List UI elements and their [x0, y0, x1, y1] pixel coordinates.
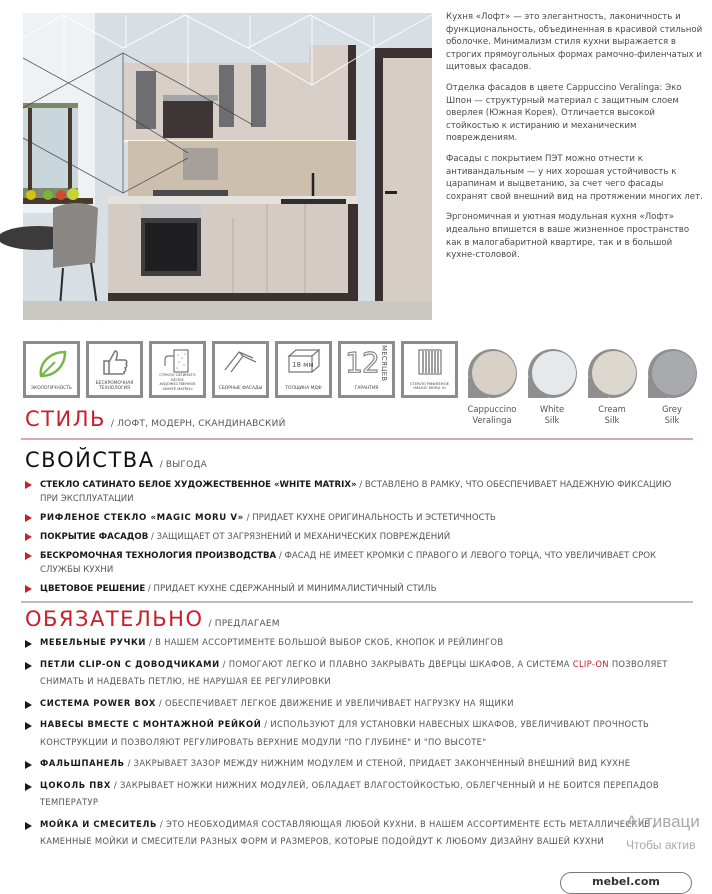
divider-grey [21, 601, 693, 603]
feature-label: БЕСКРОМОЧНАЯ ТЕХНОЛОГИЯ [95, 380, 134, 391]
swatch-label: Grey Silk [662, 404, 682, 425]
swatch-disc[interactable] [528, 349, 577, 398]
feature-label: ЭКОЛОГИЧНОСТЬ [31, 385, 72, 391]
properties-heading [25, 448, 207, 472]
bullet-arrow-icon [25, 552, 32, 560]
required-item: ЦОКОЛЬ ПВХ / ЗАКРЫВАЕТ НОЖКИ НИЖНИХ МОДУЛЕЙ, ОБЛАДАЕТ ВЛАГОСТОЙКОСТЬЮ, ОБЛЕГЧЕННЫЙ И НЕ БОИТСЯ ПЕРЕПАДОВ ТЕМПЕРАТУР [24, 777, 684, 812]
swatch-cappuccino-veralinga[interactable] [466, 349, 518, 426]
thumbs-up-icon [100, 348, 130, 376]
required-item: СИСТЕМА POWER BOX / ОБЕСПЕЧИВАЕТ ЛЕГКОЕ ДВИЖЕНИЕ И УВЕЛИЧИВАЕТ НАГРУЗКУ НА ЯЩИКИ [24, 695, 684, 713]
description-paragraph: Фасады с покрытием ПЭТ можно отнести к антивандальным — у них хорошая устойчивость к царапинам и выцветанию, за счет чего фасады сохранят свой внешний вид на протяжении многих лет. [446, 153, 703, 202]
bullet-arrow-icon [25, 481, 32, 489]
property-item: РИФЛЕНОЕ СТЕКЛО «MAGIC MORU V» / ПРИДАЕТ КУХНЕ ОРИГИНАЛЬНОСТЬ И ЭСТЕТИЧНОСТЬ [24, 511, 684, 525]
bullet-arrow-icon [25, 640, 32, 648]
mdf-board-icon [286, 348, 322, 374]
feature-label: СТЕКЛО РИФЛЕНОЕ «MAGIC MORU V» [409, 380, 449, 391]
bullet-arrow-icon [25, 585, 32, 593]
required-item: ПЕТЛИ CLIP-ON С ДОВОДЧИКАМИ / ПОМОГАЮТ ЛЕГКО И ПЛАВНО ЗАКРЫВАТЬ ДВЕРЦЫ ШКАФОВ, А СИСТЕМА CLIP-ON ПОЗВОЛЯЕТ СНИМАТЬ И НАДЕВАТЬ ПЕТЛЮ, НЕ НАРУШАЯ ЕЕ РЕГУЛИРОВКИ [24, 656, 684, 691]
feature-label: ГАРАНТИЯ [354, 385, 379, 391]
glass-panel-icon [162, 348, 194, 374]
site-link[interactable]: mebel.com [560, 872, 692, 894]
required-item: ФАЛЬШПАНЕЛЬ / ЗАКРЫВАЕТ ЗАЗОР МЕЖДУ НИЖНИМ МОДУЛЕМ И СТЕНОЙ, ПРИДАЕТ ЗАКОНЧЕННЫЙ ВНЕШНИЙ ВИД КУХНЕ [24, 755, 684, 773]
bullet-arrow-icon [25, 662, 32, 670]
kitchen-photo [23, 13, 432, 320]
feature-icons [23, 341, 458, 398]
required-item: НАВЕСЫ ВМЕСТЕ С МОНТАЖНОЙ РЕЙКОЙ / ИСПОЛЬЗУЮТ ДЛЯ УСТАНОВКИ НАВЕСНЫХ ШКАФОВ, УВЕЛИЧИВАЮТ ПРОЧНОСТЬ КОНСТРУКЦИИ И ПОЗВОЛЯЮТ РЕГУЛИРОВАТЬ ВЕРХНИЕ МОДУЛИ "ПО ГЛУБИНЕ" И "ПО ВЫСОТЕ" [24, 716, 684, 751]
leaf-icon [35, 348, 69, 380]
product-description [446, 11, 704, 270]
properties-title: СВОЙСТВА [25, 448, 155, 472]
bullet-arrow-icon [25, 761, 32, 769]
property-item: ПОКРЫТИЕ ФАСАДОВ / ЗАЩИЩАЕТ ОТ ЗАГРЯЗНЕНИЙ И МЕХАНИЧЕСКИХ ПОВРЕЖДЕНИЙ [24, 530, 684, 544]
warranty-number: 12 [345, 346, 379, 379]
chair [53, 203, 98, 268]
clip-on-highlight: CLIP-ON [572, 658, 609, 669]
required-heading [25, 607, 280, 631]
mdf-badge: 18 мм [291, 361, 314, 369]
swatch-label: Cappuccino Veralinga [467, 404, 517, 425]
feature-ecology [23, 341, 80, 398]
warranty-unit: МЕСЯЦЕВ [379, 344, 388, 382]
warranty-icon [344, 344, 389, 382]
bullet-arrow-icon [25, 533, 32, 541]
property-item: ЦВЕТОВОЕ РЕШЕНИЕ / ПРИДАЕТ КУХНЕ СДЕРЖАННЫЙ И МИНИМАЛИСТИЧНЫЙ СТИЛЬ [24, 582, 684, 596]
feature-ribbed-glass [401, 341, 458, 398]
bullet-arrow-icon [25, 822, 32, 830]
feature-label: СБОРНЫЕ ФАСАДЫ [218, 385, 263, 391]
divider-pink [21, 438, 693, 440]
activation-watermark [626, 812, 700, 853]
swatch-cream-silk[interactable] [586, 349, 638, 426]
kitchen-illustration [23, 13, 432, 320]
bullet-arrow-icon [25, 514, 32, 522]
color-swatches [466, 349, 698, 426]
swatch-disc[interactable] [588, 349, 637, 398]
required-subtitle: / ПРЕДЛАГАЕМ [208, 619, 280, 629]
feature-label: ТОЛЩИНА МДФ [285, 385, 322, 391]
ribbed-glass-icon [415, 348, 445, 376]
property-item: СТЕКЛО САТИНАТО БЕЛОЕ ХУДОЖЕСТВЕННОЕ «WHITE MATRIX» / ВСТАВЛЕНО В РАМКУ, ЧТО ОБЕСПЕЧИВАЕТ НАДЕЖНУЮ ФИКСАЦИЮ ПРИ ЭКСПЛУАТАЦИИ [24, 478, 684, 506]
swatch-white-silk[interactable] [526, 349, 578, 426]
description-paragraph: Отделка фасадов в цвете Cappuccino Veralinga: Эко Шпон — структурный материал с защитным слоем оверлея (Южная Корея). Отличается высокой стойкостью к истиранию и механическим повреждениям. [446, 82, 682, 144]
backsplash [128, 141, 356, 196]
swatch-grey-silk[interactable] [646, 349, 698, 426]
feature-assembled-facades [212, 341, 269, 398]
feature-mdf-thickness [275, 341, 332, 398]
required-item: МЕБЕЛЬНЫЕ РУЧКИ / В НАШЕМ АССОРТИМЕНТЕ БОЛЬШОЙ ВЫБОР СКОБ, КНОПОК И РЕЙЛИНГОВ [24, 634, 684, 652]
bullet-arrow-icon [25, 783, 32, 791]
description-paragraph: Эргономичная и уютная модульная кухня «Лофт» идеально впишется в ваше жизненное пространство как в малогабаритной квартире, так и в большой кухне-столовой. [446, 212, 690, 261]
floor [23, 301, 432, 320]
activation-title: Активаци [626, 812, 700, 831]
bullet-arrow-icon [25, 722, 32, 730]
required-item: МОЙКА И СМЕСИТЕЛЬ / ЭТО НЕОБХОДИМАЯ СОСТАВЛЯЮЩАЯ ЛЮБОЙ КУХНИ. В НАШЕМ АССОРТИМЕНТЕ ЕСТЬ МЕТАЛЛИЧЕСКИЕ / КАМЕННЫЕ МОЙКИ И СМЕСИТЕЛИ РАЗНЫХ ФОРМ И РАЗМЕРОВ, КОТОРЫЕ ПОДОЙДУТ К ЛЮБОМУ ДИЗАЙНУ ВАШЕЙ КУХНИ [24, 816, 684, 851]
required-list [24, 634, 684, 855]
description-paragraph: Кухня «Лофт» — это элегантность, лаконичность и функциональность, объединенная в красивой стильной оболочке. Минимализм стиля кухни выражается в строгих прямоугольных формах рамочно-филенчатых и щитовых фасадов. [446, 12, 703, 73]
style-title: СТИЛЬ [25, 407, 106, 431]
properties-subtitle: / ВЫГОДА [159, 460, 207, 470]
swatch-label: Cream Silk [598, 404, 626, 425]
swatch-disc[interactable] [648, 349, 697, 398]
required-title: ОБЯЗАТЕЛЬНО [25, 607, 204, 631]
properties-list [24, 478, 684, 601]
frame-profile-icon [223, 348, 259, 374]
bullet-arrow-icon [25, 701, 32, 709]
feature-label: СТЕКЛО САТИНАТО БЕЛОЕ ХУДОЖЕСТВЕННОЕ «WHITE MATRIX» [159, 373, 196, 391]
feature-warranty [338, 341, 395, 398]
style-subtitle: / ЛОФТ, МОДЕРН, СКАНДИНАВСКИЙ [110, 419, 286, 429]
swatch-disc[interactable] [468, 349, 517, 398]
activation-subtitle: Чтобы актив [626, 838, 696, 852]
swatch-label: White Silk [539, 404, 565, 425]
feature-satin-glass [149, 341, 206, 398]
property-item: БЕСКРОМОЧНАЯ ТЕХНОЛОГИЯ ПРОИЗВОДСТВА / ФАСАД НЕ ИМЕЕТ КРОМКИ С ПРАВОГО И ЛЕВОГО ТОРЦА, ЧТО УВЕЛИЧИВАЕТ СРОК СЛУЖБЫ КУХНИ [24, 549, 684, 577]
style-heading [25, 407, 286, 431]
feature-edgeless [86, 341, 143, 398]
